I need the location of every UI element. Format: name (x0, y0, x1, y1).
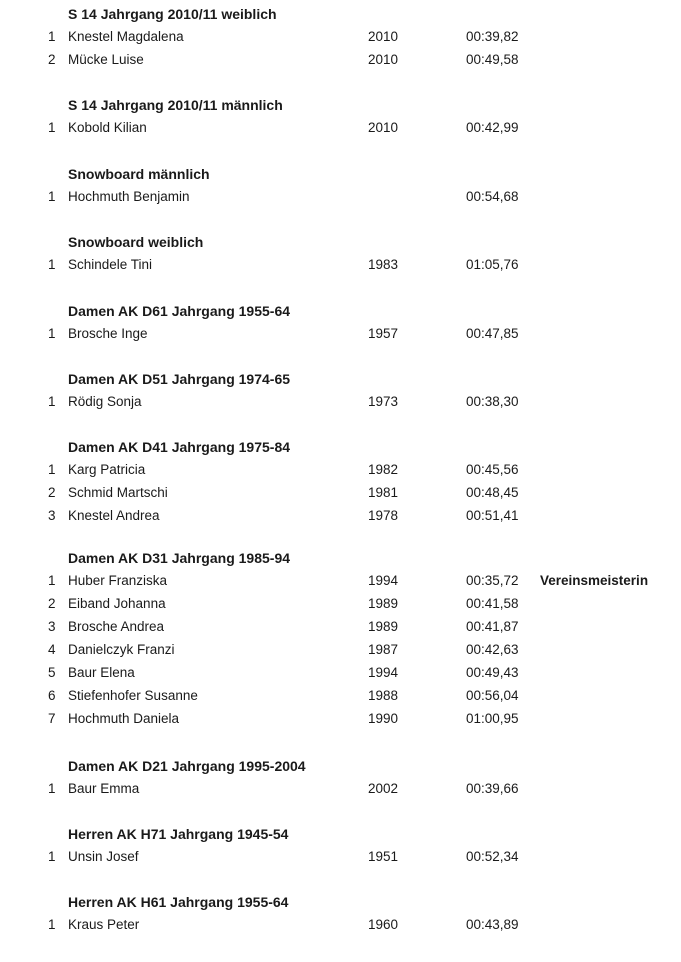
time-cell: 00:56,04 (466, 688, 519, 703)
year-cell: 1989 (368, 596, 399, 611)
rank-cell: 1 (48, 257, 56, 272)
rank-cell: 6 (48, 688, 56, 703)
result-row (0, 595, 681, 613)
rank-cell: 3 (48, 508, 56, 523)
year-cell: 2010 (368, 52, 399, 67)
time-cell: 01:05,76 (466, 257, 519, 272)
name-cell: Schindele Tini (68, 257, 153, 272)
section-heading: S 14 Jahrgang 2010/11 weiblich (68, 6, 277, 22)
rank-cell: 7 (48, 711, 56, 726)
time-cell: 01:00,95 (466, 711, 519, 726)
rank-cell: 3 (48, 619, 56, 634)
name-cell: Kobold Kilian (68, 120, 147, 135)
year-cell: 1957 (368, 326, 399, 341)
rank-cell: 2 (48, 52, 56, 67)
result-row (0, 51, 681, 69)
section-heading: S 14 Jahrgang 2010/11 männlich (68, 97, 283, 113)
rank-cell: 1 (48, 781, 56, 796)
rank-cell: 2 (48, 485, 56, 500)
year-cell: 1960 (368, 917, 399, 932)
name-cell: Stiefenhofer Susanne (68, 688, 198, 703)
result-row (0, 848, 681, 866)
name-cell: Schmid Martschi (68, 485, 168, 500)
year-cell: 1989 (368, 619, 399, 634)
year-cell: 1951 (368, 849, 399, 864)
name-cell: Eiband Johanna (68, 596, 166, 611)
result-row (0, 393, 681, 411)
name-cell: Rödig Sonja (68, 394, 142, 409)
time-cell: 00:41,58 (466, 596, 519, 611)
rank-cell: 1 (48, 394, 56, 409)
result-row (0, 710, 681, 728)
section-heading: Damen AK D61 Jahrgang 1955-64 (68, 303, 291, 319)
name-cell: Mücke Luise (68, 52, 144, 67)
rank-cell: 5 (48, 665, 56, 680)
name-cell: Kraus Peter (68, 917, 140, 932)
time-cell: 00:39,82 (466, 29, 519, 44)
result-row (0, 256, 681, 274)
time-cell: 00:49,43 (466, 665, 519, 680)
rank-cell: 1 (48, 189, 56, 204)
rank-cell: 1 (48, 462, 56, 477)
year-cell: 1994 (368, 573, 399, 588)
result-row (0, 641, 681, 659)
time-cell: 00:35,72 (466, 573, 519, 588)
name-cell: Karg Patricia (68, 462, 146, 477)
year-cell: 1987 (368, 642, 399, 657)
time-cell: 00:42,99 (466, 120, 519, 135)
time-cell: 00:38,30 (466, 394, 519, 409)
result-row (0, 28, 681, 46)
time-cell: 00:54,68 (466, 189, 519, 204)
year-cell: 1982 (368, 462, 399, 477)
rank-cell: 1 (48, 326, 56, 341)
name-cell: Brosche Inge (68, 326, 148, 341)
result-row (0, 664, 681, 682)
result-row (0, 119, 681, 137)
rank-cell: 1 (48, 120, 56, 135)
section-heading: Herren AK H71 Jahrgang 1945-54 (68, 826, 289, 842)
name-cell: Unsin Josef (68, 849, 139, 864)
year-cell: 1994 (368, 665, 399, 680)
result-row (0, 687, 681, 705)
time-cell: 00:52,34 (466, 849, 519, 864)
section-heading: Snowboard weiblich (68, 234, 204, 250)
section-heading: Damen AK D51 Jahrgang 1974-65 (68, 371, 291, 387)
name-cell: Brosche Andrea (68, 619, 165, 634)
result-row (0, 572, 681, 590)
time-cell: 00:42,63 (466, 642, 519, 657)
name-cell: Baur Emma (68, 781, 140, 796)
rank-cell: 1 (48, 29, 56, 44)
section-heading: Damen AK D41 Jahrgang 1975-84 (68, 439, 291, 455)
result-row (0, 461, 681, 479)
section-heading: Damen AK D31 Jahrgang 1985-94 (68, 550, 291, 566)
year-cell: 1983 (368, 257, 399, 272)
rank-cell: 2 (48, 596, 56, 611)
section-heading: Damen AK D21 Jahrgang 1995-2004 (68, 758, 306, 774)
year-cell: 2002 (368, 781, 399, 796)
time-cell: 00:48,45 (466, 485, 519, 500)
year-cell: 1990 (368, 711, 399, 726)
time-cell: 00:47,85 (466, 326, 519, 341)
name-cell: Hochmuth Daniela (68, 711, 180, 726)
name-cell: Hochmuth Benjamin (68, 189, 190, 204)
time-cell: 00:39,66 (466, 781, 519, 796)
year-cell: 2010 (368, 120, 399, 135)
name-cell: Baur Elena (68, 665, 135, 680)
year-cell: 2010 (368, 29, 399, 44)
year-cell: 1988 (368, 688, 399, 703)
year-cell: 1981 (368, 485, 399, 500)
name-cell: Knestel Magdalena (68, 29, 184, 44)
result-row (0, 780, 681, 798)
result-row (0, 484, 681, 502)
result-row (0, 618, 681, 636)
rank-cell: 1 (48, 917, 56, 932)
time-cell: 00:51,41 (466, 508, 519, 523)
year-cell: 1973 (368, 394, 399, 409)
time-cell: 00:43,89 (466, 917, 519, 932)
note-cell: Vereinsmeisterin (540, 573, 649, 588)
rank-cell: 1 (48, 849, 56, 864)
name-cell: Danielczyk Franzi (68, 642, 175, 657)
section-heading: Herren AK H61 Jahrgang 1955-64 (68, 894, 289, 910)
name-cell: Knestel Andrea (68, 508, 160, 523)
rank-cell: 4 (48, 642, 56, 657)
time-cell: 00:49,58 (466, 52, 519, 67)
result-row (0, 507, 681, 525)
result-row (0, 325, 681, 343)
year-cell: 1978 (368, 508, 399, 523)
time-cell: 00:45,56 (466, 462, 519, 477)
rank-cell: 1 (48, 573, 56, 588)
result-row (0, 916, 681, 934)
name-cell: Huber Franziska (68, 573, 168, 588)
result-row (0, 188, 681, 206)
section-heading: Snowboard männlich (68, 166, 210, 182)
time-cell: 00:41,87 (466, 619, 519, 634)
